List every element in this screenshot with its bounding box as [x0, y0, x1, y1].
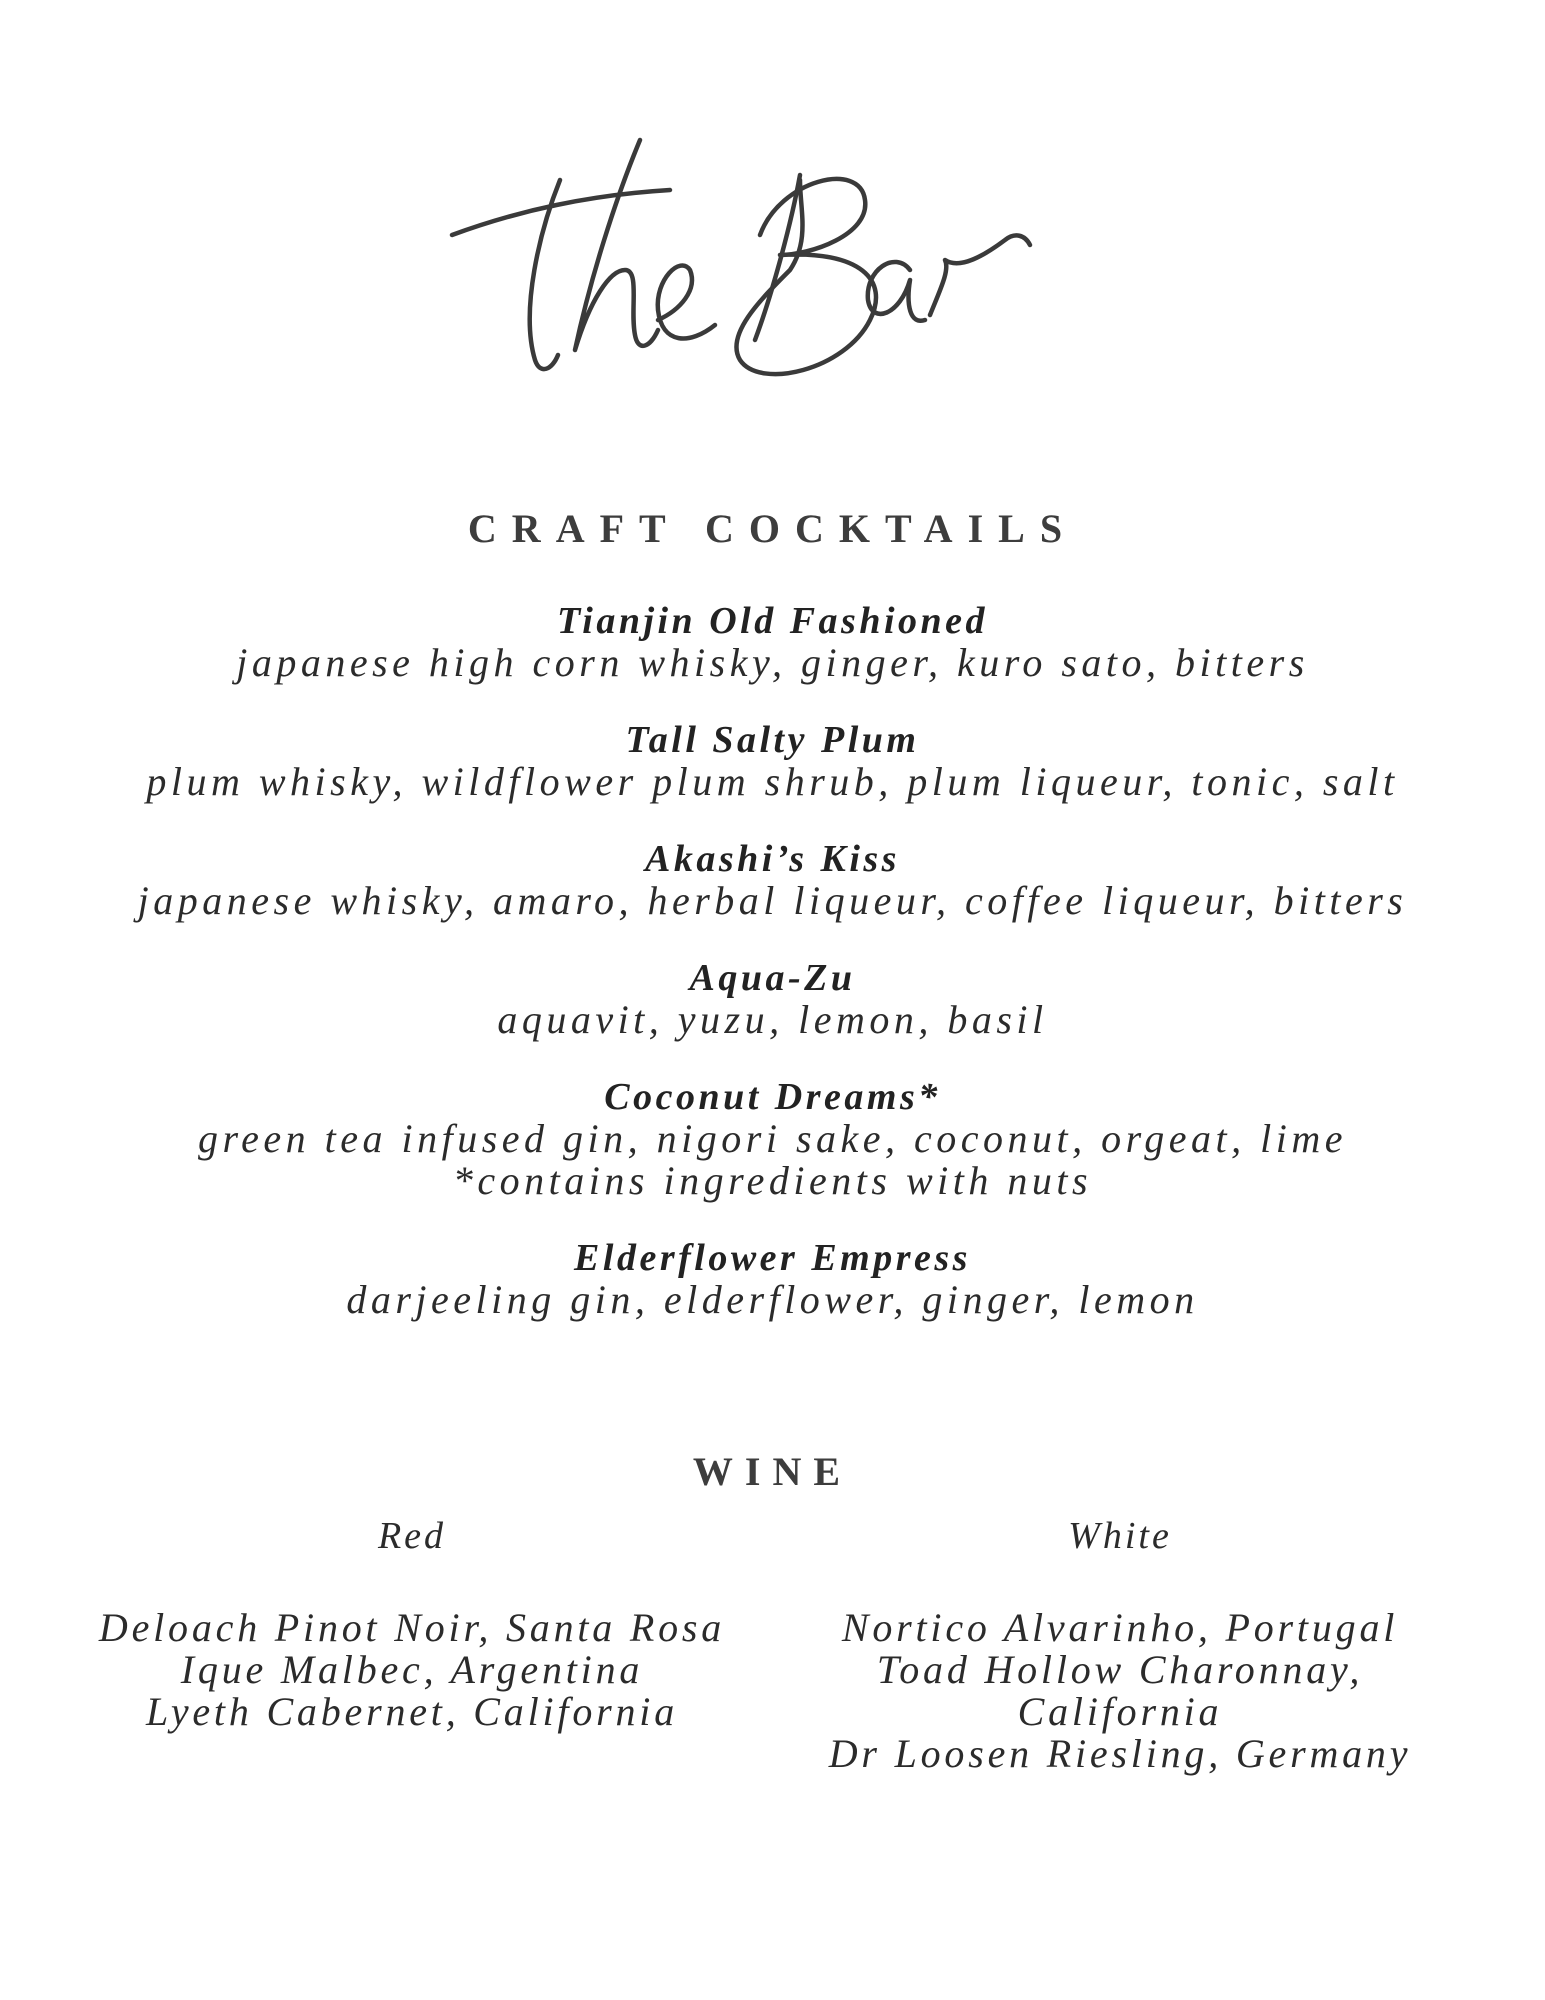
cocktail-name: Tianjin Old Fashioned: [556, 600, 989, 642]
logo: [440, 120, 1040, 420]
cocktail-description: japanese whisky, amaro, herbal liqueur, coffee liqueur, bitters: [137, 878, 1408, 923]
cocktail-item: [0, 957, 1545, 1041]
cocktail-list: [0, 600, 1545, 1356]
cocktail-description: green tea infused gin, nigori sake, coconut, orgeat, lime: [198, 1116, 1347, 1161]
wine-title: WINE: [692, 1449, 853, 1494]
cocktail-name: Elderflower Empress: [574, 1237, 971, 1279]
cocktails-title: CRAFT COCKTAILS: [467, 506, 1078, 551]
cocktail-item: [0, 1237, 1545, 1321]
cocktail-item: [0, 600, 1545, 684]
wine-item: Deloach Pinot Noir, Santa Rosa: [98, 1605, 726, 1650]
cocktail-name: Aqua-Zu: [689, 957, 856, 999]
wine-white-column: [770, 1515, 1470, 1775]
script-logo-icon: [440, 120, 1040, 420]
cocktail-description: plum whisky, wildflower plum shrub, plum liqueur, tonic, salt: [146, 759, 1399, 804]
wine-red-column: [62, 1515, 762, 1733]
cocktail-item: [0, 838, 1545, 922]
cocktail-description: japanese high corn whisky, ginger, kuro sato, bitters: [236, 640, 1309, 685]
cocktail-description: aquavit, yuzu, lemon, basil: [497, 997, 1048, 1042]
cocktail-item: [0, 1076, 1545, 1202]
cocktail-description: darjeeling gin, elderflower, ginger, lemon: [346, 1277, 1199, 1322]
cocktail-name: Coconut Dreams*: [604, 1076, 941, 1118]
cocktail-item: [0, 719, 1545, 803]
wine-item: Dr Loosen Riesling, Germany: [828, 1731, 1412, 1776]
cocktail-name: Tall Salty Plum: [625, 719, 920, 761]
wine-item: Ique Malbec, Argentina: [180, 1647, 644, 1692]
wine-item: Toad Hollow Charonnay, California: [876, 1647, 1364, 1734]
cocktail-note: *contains ingredients with nuts: [452, 1158, 1093, 1203]
wine-white-heading: White: [1068, 1515, 1172, 1557]
wine-item: Lyeth Cabernet, California: [145, 1689, 679, 1734]
cocktail-name: Akashi’s Kiss: [645, 838, 900, 880]
wine-item: Nortico Alvarinho, Portugal: [841, 1605, 1399, 1650]
wine-red-heading: Red: [377, 1515, 447, 1557]
